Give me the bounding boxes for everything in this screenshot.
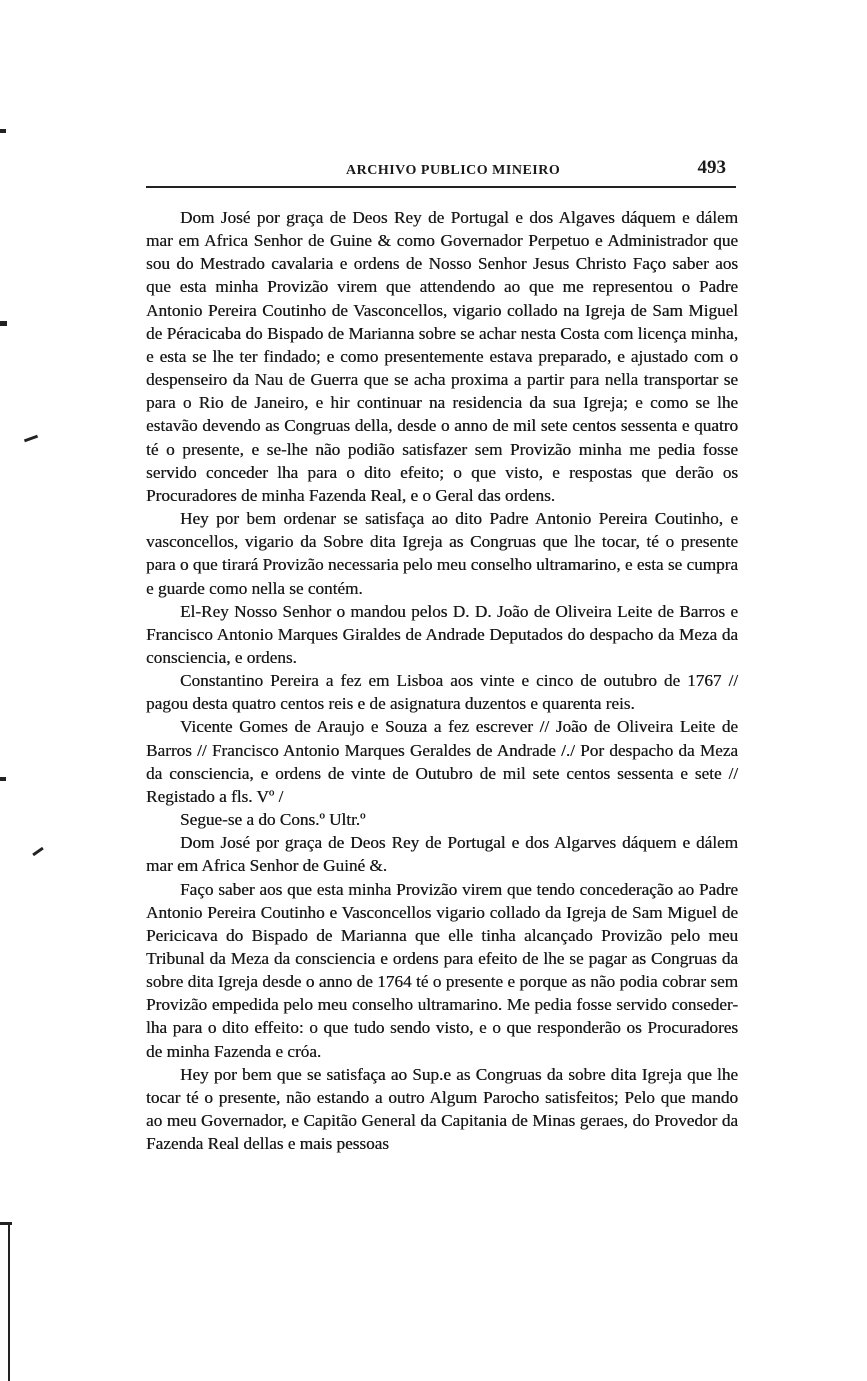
page-number: 493	[697, 157, 726, 178]
paragraph-scribe-1: Constantino Pereira a fez em Lisboa aos vinte e cinco de outubro de 1767 // pagou desta quatro centos reis e de asignatura duzentos e quarenta reis.	[146, 671, 738, 714]
paragraph-provision-2: Dom José por graça de Deos Rey de Portugal e dos Algarves dáquem e dálem mar em Africa Senhor de Guiné &.	[146, 833, 738, 876]
scan-mark	[0, 321, 7, 326]
paragraph-signatories-1: El-Rey Nosso Senhor o mandou pelos D. D. João de Oliveira Leite de Barros e Francisco Antonio Marques Giraldes de Andrade Deputados do despacho da Meza da consciencia, e ordens.	[146, 601, 738, 667]
paragraph-petition-2: Faço saber aos que esta minha Provizão virem que tendo concederação ao Padre Antonio Pereira Coutinho e Vasconcellos vigario collado da Igreja de Sam Miguel de Pericicava do Bispado de Marianna que elle tinha alcançado Provizão pelo meu Tribunal da Meza da consciencia e ordens para efeito de lhe se pagar as Congruas da sobre dita Igreja desde o anno de 1764 té o presente e porque as não podia cobrar sem Provizão empedida pelo meu conselho ultramarino. Me pedia fosse servido conseder-lha para o dito effeito: o que tudo sendo visto, e o que responderão os Procuradores de minha Fazenda e cróa.	[146, 879, 738, 1061]
scan-mark	[0, 777, 6, 781]
scan-mark	[24, 435, 38, 443]
scan-mark	[32, 847, 44, 856]
scan-mark	[0, 129, 6, 133]
body-text	[146, 206, 738, 1155]
paragraph-decree-1: Hey por bem ordenar se satisfaça ao dito Padre Antonio Pereira Coutinho, e vasconcellos, vigario da Sobre dita Igreja as Congruas que lhe tocar, té o presente para o que tirará Provizão necessaria pelo meu conselho ultramarino, e esta se cumpra e guarde como nella se contém.	[146, 509, 738, 598]
scan-mark	[8, 1222, 10, 1381]
header-rule	[146, 186, 736, 188]
paragraph-transition: Segue-se a do Cons.º Ultr.º	[180, 810, 366, 830]
running-title: ARCHIVO PUBLICO MINEIRO	[346, 163, 561, 178]
paragraph-registration-1: Vicente Gomes de Araujo e Souza a fez escrever // João de Oliveira Leite de Barros // Francisco Antonio Marques Geraldes de Andrade /./ Por despacho da Meza da consciencia, e ordens de vinte de Outubro de mil sete centos sessenta e sete // Registado a fls. Vº /	[146, 717, 738, 806]
running-header	[146, 155, 736, 189]
scan-mark	[0, 1222, 12, 1225]
paragraph-provision-1: Dom José por graça de Deos Rey de Portugal e dos Algaves dáquem e dálem mar em Africa Senhor de Guine & como Governador Perpetuo e Administrador que sou do Mestrado cavalaria e ordens de Nosso Senhor Jesus Christo Faço saber aos que esta minha Provizão virem que attendendo ao que me representou o Padre Antonio Pereira Coutinho de Vasconcellos, vigario collado na Igreja de Sam Miguel de Péracicaba do Bispado de Marianna sobre se achar nesta Costa com licença minha, e esta se lhe ter findado; e como presentemente estava preparado, e ajustado com o despenseiro da Nau de Guerra que se acha proxima a partir para nella transportar se para o Rio de Janeiro, e hir continuar na residencia da sua Igreja; e como se lhe estavão devendo as Congruas della, desde o anno de mil sete centos sessenta e quatro té o presente, e se-lhe não podião satisfazer sem Provizão minha me pedia fosse servido conceder lha para o dito efeito; o que visto, e respostas que derão os Procuradores de minha Fazenda Real, e o Geral das ordens.	[146, 208, 738, 505]
paragraph-decree-2: Hey por bem que se satisfaça ao Sup.e as Congruas da sobre dita Igreja que lhe tocar té o presente, não estando a outro Algum Parocho satisfeitos; Pelo que mando ao meu Governador, e Capitão General da Capitania de Minas geraes, do Provedor da Fazenda Real dellas e mais pessoas	[146, 1064, 738, 1154]
